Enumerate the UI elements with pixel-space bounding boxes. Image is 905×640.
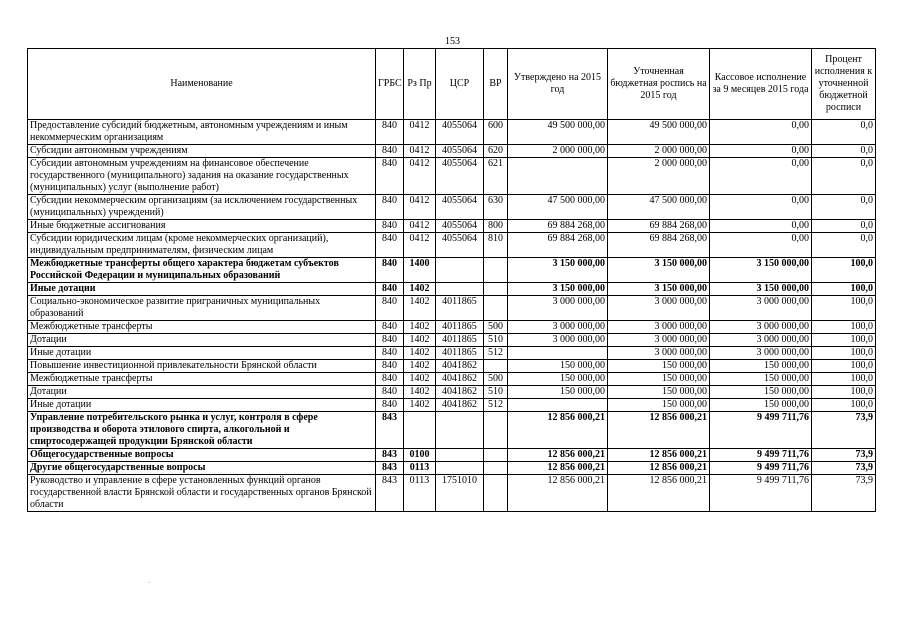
table-row bbox=[28, 373, 876, 386]
cell-grbs: 843 bbox=[376, 475, 404, 512]
cell-vr: 512 bbox=[484, 347, 508, 360]
cell-percent: 100,0 bbox=[812, 360, 876, 373]
cell-approved bbox=[508, 399, 608, 412]
cell-csr: 4055064 bbox=[436, 158, 484, 195]
table-row bbox=[28, 258, 876, 283]
cell-csr: 4055064 bbox=[436, 195, 484, 220]
cell-name: Субсидии автономным учреждениям bbox=[28, 145, 376, 158]
cell-vr: 500 bbox=[484, 373, 508, 386]
cell-name: Иные дотации bbox=[28, 347, 376, 360]
cell-csr: 4055064 bbox=[436, 145, 484, 158]
cell-csr bbox=[436, 258, 484, 283]
cell-rzpr: 0412 bbox=[404, 220, 436, 233]
cell-refined: 150 000,00 bbox=[608, 399, 710, 412]
table-row bbox=[28, 399, 876, 412]
cell-grbs: 840 bbox=[376, 360, 404, 373]
table-row bbox=[28, 462, 876, 475]
cell-percent: 100,0 bbox=[812, 321, 876, 334]
cell-refined: 12 856 000,21 bbox=[608, 475, 710, 512]
cell-approved: 150 000,00 bbox=[508, 386, 608, 399]
header-cash: Кассовое исполнение за 9 месяцев 2015 года bbox=[710, 49, 812, 120]
cell-grbs: 840 bbox=[376, 386, 404, 399]
cell-refined: 12 856 000,21 bbox=[608, 412, 710, 449]
cell-name: Дотации bbox=[28, 386, 376, 399]
cell-percent: 0,0 bbox=[812, 220, 876, 233]
table-row bbox=[28, 449, 876, 462]
cell-cash: 9 499 711,76 bbox=[710, 475, 812, 512]
table-row bbox=[28, 386, 876, 399]
cell-name: Руководство и управление в сфере установленных функций органов государственной власти Брянской области и государственных органов Брянской области bbox=[28, 475, 376, 512]
cell-approved: 49 500 000,00 bbox=[508, 120, 608, 145]
cell-grbs: 840 bbox=[376, 373, 404, 386]
cell-approved: 69 884 268,00 bbox=[508, 233, 608, 258]
cell-refined: 69 884 268,00 bbox=[608, 220, 710, 233]
cell-cash: 0,00 bbox=[710, 145, 812, 158]
cell-vr: 800 bbox=[484, 220, 508, 233]
cell-vr: 500 bbox=[484, 321, 508, 334]
cell-refined: 47 500 000,00 bbox=[608, 195, 710, 220]
cell-vr: 512 bbox=[484, 399, 508, 412]
cell-percent: 100,0 bbox=[812, 296, 876, 321]
table-row bbox=[28, 233, 876, 258]
cell-rzpr: 1402 bbox=[404, 386, 436, 399]
cell-percent: 100,0 bbox=[812, 373, 876, 386]
cell-percent: 0,0 bbox=[812, 145, 876, 158]
cell-csr bbox=[436, 462, 484, 475]
cell-cash: 0,00 bbox=[710, 195, 812, 220]
header-csr: ЦСР bbox=[436, 49, 484, 120]
cell-rzpr: 1402 bbox=[404, 373, 436, 386]
cell-vr bbox=[484, 258, 508, 283]
cell-csr: 4041862 bbox=[436, 373, 484, 386]
cell-percent: 100,0 bbox=[812, 283, 876, 296]
cell-percent: 73,9 bbox=[812, 449, 876, 462]
cell-refined: 3 150 000,00 bbox=[608, 258, 710, 283]
cell-name: Субсидии автономным учреждениям на финансовое обеспечение государственного (муниципального) задания на оказание государственных (муниципальных) услуг (выполнение работ) bbox=[28, 158, 376, 195]
cell-refined: 69 884 268,00 bbox=[608, 233, 710, 258]
cell-approved: 3 000 000,00 bbox=[508, 296, 608, 321]
cell-rzpr: 1402 bbox=[404, 283, 436, 296]
table-body bbox=[28, 120, 876, 512]
header-percent: Процент исполнения к уточненной бюджетной росписи bbox=[812, 49, 876, 120]
cell-csr bbox=[436, 283, 484, 296]
cell-refined: 150 000,00 bbox=[608, 386, 710, 399]
table-row bbox=[28, 120, 876, 145]
cell-csr: 4055064 bbox=[436, 233, 484, 258]
cell-vr: 600 bbox=[484, 120, 508, 145]
cell-refined: 2 000 000,00 bbox=[608, 158, 710, 195]
cell-vr bbox=[484, 412, 508, 449]
cell-vr: 620 bbox=[484, 145, 508, 158]
cell-grbs: 843 bbox=[376, 449, 404, 462]
cell-percent: 73,9 bbox=[812, 462, 876, 475]
cell-grbs: 840 bbox=[376, 321, 404, 334]
cell-approved: 3 150 000,00 bbox=[508, 283, 608, 296]
cell-cash: 0,00 bbox=[710, 220, 812, 233]
cell-approved: 12 856 000,21 bbox=[508, 475, 608, 512]
cell-approved bbox=[508, 347, 608, 360]
cell-csr bbox=[436, 412, 484, 449]
cell-cash: 3 000 000,00 bbox=[710, 321, 812, 334]
cell-approved: 150 000,00 bbox=[508, 360, 608, 373]
cell-cash: 0,00 bbox=[710, 233, 812, 258]
cell-refined: 150 000,00 bbox=[608, 360, 710, 373]
header-approved: Утверждено на 2015 год bbox=[508, 49, 608, 120]
table-row bbox=[28, 158, 876, 195]
cell-rzpr: 1402 bbox=[404, 334, 436, 347]
cell-name: Управление потребительского рынка и услуг, контроля в сфере производства и оборота этилового спирта, алкогольной и спиртосодержащей продукции Брянской области bbox=[28, 412, 376, 449]
cell-refined: 3 150 000,00 bbox=[608, 283, 710, 296]
cell-csr: 4011865 bbox=[436, 347, 484, 360]
cell-vr bbox=[484, 475, 508, 512]
cell-name: Субсидии юридическим лицам (кроме некоммерческих организаций), индивидуальным предпринимателям, физическим лицам bbox=[28, 233, 376, 258]
cell-refined: 2 000 000,00 bbox=[608, 145, 710, 158]
cell-csr: 4011865 bbox=[436, 321, 484, 334]
header-vr: ВР bbox=[484, 49, 508, 120]
cell-csr: 4041862 bbox=[436, 360, 484, 373]
cell-approved: 3 000 000,00 bbox=[508, 321, 608, 334]
cell-cash: 9 499 711,76 bbox=[710, 462, 812, 475]
cell-refined: 49 500 000,00 bbox=[608, 120, 710, 145]
cell-name: Иные дотации bbox=[28, 283, 376, 296]
cell-grbs: 840 bbox=[376, 195, 404, 220]
cell-approved bbox=[508, 158, 608, 195]
scan-speck: · bbox=[148, 580, 150, 586]
cell-csr: 4041862 bbox=[436, 399, 484, 412]
cell-approved: 3 150 000,00 bbox=[508, 258, 608, 283]
cell-cash: 9 499 711,76 bbox=[710, 412, 812, 449]
cell-grbs: 843 bbox=[376, 412, 404, 449]
cell-name: Межбюджетные трансферты общего характера бюджетам субъектов Российской Федерации и муниципальных образований bbox=[28, 258, 376, 283]
cell-grbs: 840 bbox=[376, 233, 404, 258]
cell-refined: 3 000 000,00 bbox=[608, 334, 710, 347]
cell-name: Иные дотации bbox=[28, 399, 376, 412]
cell-percent: 100,0 bbox=[812, 334, 876, 347]
cell-grbs: 840 bbox=[376, 158, 404, 195]
cell-grbs: 840 bbox=[376, 283, 404, 296]
cell-vr: 630 bbox=[484, 195, 508, 220]
cell-csr bbox=[436, 449, 484, 462]
cell-vr: 510 bbox=[484, 334, 508, 347]
cell-name: Субсидии некоммерческим организациям (за исключением государственных (муниципальных) учреждений) bbox=[28, 195, 376, 220]
cell-percent: 73,9 bbox=[812, 412, 876, 449]
cell-approved: 69 884 268,00 bbox=[508, 220, 608, 233]
table-row bbox=[28, 360, 876, 373]
cell-rzpr: 0100 bbox=[404, 449, 436, 462]
cell-csr: 1751010 bbox=[436, 475, 484, 512]
cell-refined: 3 000 000,00 bbox=[608, 321, 710, 334]
cell-approved: 47 500 000,00 bbox=[508, 195, 608, 220]
cell-vr bbox=[484, 296, 508, 321]
cell-rzpr: 0113 bbox=[404, 475, 436, 512]
cell-csr: 4055064 bbox=[436, 120, 484, 145]
header-rzpr: Рз Пр bbox=[404, 49, 436, 120]
cell-percent: 0,0 bbox=[812, 158, 876, 195]
cell-vr bbox=[484, 449, 508, 462]
cell-grbs: 843 bbox=[376, 462, 404, 475]
table-row bbox=[28, 220, 876, 233]
cell-csr: 4011865 bbox=[436, 334, 484, 347]
cell-name: Межбюджетные трансферты bbox=[28, 373, 376, 386]
cell-vr bbox=[484, 462, 508, 475]
cell-csr: 4055064 bbox=[436, 220, 484, 233]
cell-percent: 100,0 bbox=[812, 258, 876, 283]
cell-cash: 150 000,00 bbox=[710, 360, 812, 373]
cell-approved: 12 856 000,21 bbox=[508, 449, 608, 462]
cell-cash: 0,00 bbox=[710, 120, 812, 145]
cell-refined: 12 856 000,21 bbox=[608, 449, 710, 462]
table-row bbox=[28, 145, 876, 158]
cell-refined: 3 000 000,00 bbox=[608, 296, 710, 321]
cell-cash: 150 000,00 bbox=[710, 373, 812, 386]
cell-grbs: 840 bbox=[376, 347, 404, 360]
cell-name: Иные бюджетные ассигнования bbox=[28, 220, 376, 233]
cell-percent: 0,0 bbox=[812, 195, 876, 220]
table-row bbox=[28, 347, 876, 360]
cell-grbs: 840 bbox=[376, 334, 404, 347]
cell-rzpr: 0113 bbox=[404, 462, 436, 475]
table-row bbox=[28, 334, 876, 347]
cell-rzpr: 1402 bbox=[404, 321, 436, 334]
cell-grbs: 840 bbox=[376, 296, 404, 321]
cell-percent: 100,0 bbox=[812, 399, 876, 412]
cell-cash: 0,00 bbox=[710, 158, 812, 195]
cell-csr: 4041862 bbox=[436, 386, 484, 399]
cell-rzpr: 1402 bbox=[404, 347, 436, 360]
cell-percent: 73,9 bbox=[812, 475, 876, 512]
cell-rzpr: 1402 bbox=[404, 296, 436, 321]
cell-rzpr: 0412 bbox=[404, 233, 436, 258]
cell-approved: 12 856 000,21 bbox=[508, 412, 608, 449]
table-row bbox=[28, 475, 876, 512]
cell-grbs: 840 bbox=[376, 399, 404, 412]
cell-percent: 0,0 bbox=[812, 120, 876, 145]
cell-approved: 3 000 000,00 bbox=[508, 334, 608, 347]
header-row bbox=[28, 49, 876, 120]
cell-rzpr: 0412 bbox=[404, 195, 436, 220]
cell-rzpr: 1402 bbox=[404, 360, 436, 373]
cell-vr: 621 bbox=[484, 158, 508, 195]
cell-cash: 3 000 000,00 bbox=[710, 296, 812, 321]
cell-rzpr: 1400 bbox=[404, 258, 436, 283]
cell-grbs: 840 bbox=[376, 120, 404, 145]
cell-rzpr: 1402 bbox=[404, 399, 436, 412]
cell-cash: 9 499 711,76 bbox=[710, 449, 812, 462]
cell-cash: 3 000 000,00 bbox=[710, 334, 812, 347]
cell-percent: 0,0 bbox=[812, 233, 876, 258]
header-grbs: ГРБС bbox=[376, 49, 404, 120]
cell-name: Другие общегосударственные вопросы bbox=[28, 462, 376, 475]
cell-refined: 3 000 000,00 bbox=[608, 347, 710, 360]
budget-table bbox=[27, 48, 876, 512]
cell-name: Межбюджетные трансферты bbox=[28, 321, 376, 334]
cell-cash: 150 000,00 bbox=[710, 399, 812, 412]
cell-name: Общегосударственные вопросы bbox=[28, 449, 376, 462]
table-row bbox=[28, 195, 876, 220]
cell-name: Предоставление субсидий бюджетным, автономным учреждениям и иным некоммерческим организациям bbox=[28, 120, 376, 145]
cell-cash: 3 150 000,00 bbox=[710, 283, 812, 296]
table-row bbox=[28, 296, 876, 321]
cell-rzpr: 0412 bbox=[404, 120, 436, 145]
cell-refined: 150 000,00 bbox=[608, 373, 710, 386]
cell-csr: 4011865 bbox=[436, 296, 484, 321]
cell-cash: 3 150 000,00 bbox=[710, 258, 812, 283]
cell-refined: 12 856 000,21 bbox=[608, 462, 710, 475]
cell-vr: 510 bbox=[484, 386, 508, 399]
cell-approved: 150 000,00 bbox=[508, 373, 608, 386]
cell-name: Социально-экономическое развитие приграничных муниципальных образований bbox=[28, 296, 376, 321]
table-row bbox=[28, 283, 876, 296]
page-number: 153 bbox=[445, 36, 460, 47]
cell-rzpr: 0412 bbox=[404, 145, 436, 158]
cell-vr bbox=[484, 283, 508, 296]
cell-cash: 150 000,00 bbox=[710, 386, 812, 399]
cell-vr: 810 bbox=[484, 233, 508, 258]
cell-name: Дотации bbox=[28, 334, 376, 347]
cell-name: Повышение инвестиционной привлекательности Брянской области bbox=[28, 360, 376, 373]
cell-rzpr bbox=[404, 412, 436, 449]
cell-rzpr: 0412 bbox=[404, 158, 436, 195]
table-row bbox=[28, 321, 876, 334]
header-refined: Уточненная бюджетная роспись на 2015 год bbox=[608, 49, 710, 120]
cell-approved: 12 856 000,21 bbox=[508, 462, 608, 475]
cell-percent: 100,0 bbox=[812, 347, 876, 360]
cell-grbs: 840 bbox=[376, 220, 404, 233]
cell-vr bbox=[484, 360, 508, 373]
cell-approved: 2 000 000,00 bbox=[508, 145, 608, 158]
cell-cash: 3 000 000,00 bbox=[710, 347, 812, 360]
table-row bbox=[28, 412, 876, 449]
cell-percent: 100,0 bbox=[812, 386, 876, 399]
cell-grbs: 840 bbox=[376, 145, 404, 158]
cell-grbs: 840 bbox=[376, 258, 404, 283]
header-name: Наименование bbox=[28, 49, 376, 120]
